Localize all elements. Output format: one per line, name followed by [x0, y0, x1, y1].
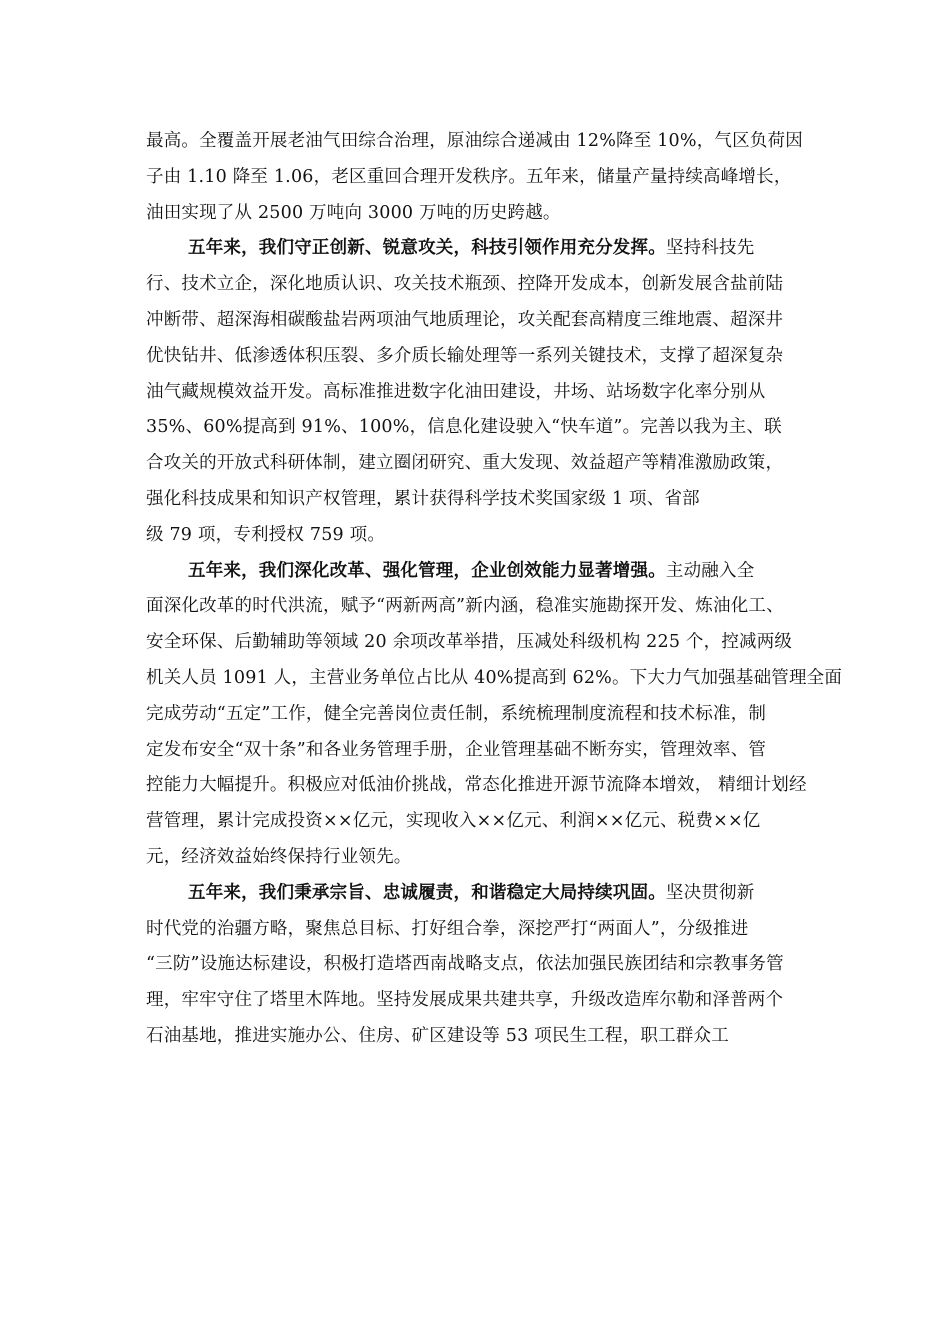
- line-text: 控能力大幅提升。积极应对低油价挑战，常态化推进开源节流降本增效， 精细计划经: [146, 775, 807, 796]
- document-body: [146, 124, 843, 1055]
- line-text: 强化科技成果和知识产权管理，累计获得科学技术奖国家级 1 项、省部: [146, 488, 700, 509]
- paragraph-start-line: [146, 231, 826, 267]
- line-text: 机关人员 1091 人，主营业务单位占比从 40%提高到 62%。下大力气加强基础管理全面: [146, 667, 843, 688]
- text-line: [146, 733, 826, 769]
- line-text: 面深化改革的时代洪流，赋予“两新两高”新内涵，稳准实施勘探开发、炼油化工、: [146, 596, 784, 617]
- text-line: [146, 697, 826, 733]
- text-line: [146, 983, 826, 1019]
- line-text: 安全环保、后勤辅助等领域 20 余项改革举措，压减处科级机构 225 个，控减两级: [146, 632, 793, 653]
- line-text: 子由 1.10 降至 1.06，老区重回合理开发秩序。五年来，储量产量持续高峰增长，: [146, 166, 792, 187]
- text-line: [146, 1019, 826, 1055]
- text-line: [146, 625, 826, 661]
- line-text: 合攻关的开放式科研体制，建立圈闭研究、重大发现、效益超产等精准激励政策，: [146, 453, 784, 474]
- text-line: [146, 375, 826, 411]
- line-text: 主动融入全: [665, 560, 755, 581]
- text-line: [146, 518, 826, 554]
- line-text: 坚决贯彻新: [665, 882, 755, 903]
- text-line: [146, 840, 826, 876]
- line-text: 元，经济效益始终保持行业领先。: [146, 846, 412, 867]
- line-text: 石油基地，推进实施办公、住房、矿区建设等 53 项民生工程，职工群众工: [146, 1025, 729, 1046]
- line-text: 最高。全覆盖开展老油气田综合治理，原油综合递减由 12%降至 10%，气区负荷因: [146, 131, 803, 151]
- line-text: 坚持科技先: [665, 238, 755, 259]
- paragraph-start-line: [146, 876, 826, 912]
- text-line: [146, 482, 826, 518]
- line-text: 行、技术立企，深化地质认识、攻关技术瓶颈、控降开发成本，创新发展含盐前陆: [146, 274, 784, 295]
- paragraph-start-line: [146, 554, 826, 590]
- text-line: [146, 267, 826, 303]
- line-text: 定发布安全“双十条”和各业务管理手册，企业管理基础不断夯实，管理效率、管: [146, 739, 767, 760]
- line-text: 35%、60%提高到 91%、100%，信息化建设驶入“快车道”。完善以我为主、联: [146, 417, 782, 438]
- text-line: [146, 804, 826, 840]
- text-line: [146, 339, 826, 375]
- text-line: [146, 912, 826, 948]
- text-line: [146, 589, 826, 625]
- paragraph-heading: 五年来，我们守正创新、锐意攻关，科技引领作用充分发挥。: [188, 238, 666, 259]
- text-line: [146, 446, 826, 482]
- paragraph-heading: 五年来，我们深化改革、强化管理，企业创效能力显著增强。: [188, 560, 666, 581]
- line-text: 营管理，累计完成投资××亿元，实现收入××亿元、利润××亿元、税费××亿: [146, 811, 761, 832]
- line-text: 优快钻井、低渗透体积压裂、多介质长输处理等一系列关键技术，支撑了超深复杂: [146, 345, 784, 366]
- line-text: 完成劳动“五定”工作，健全完善岗位责任制，系统梳理制度流程和技术标准，制: [146, 703, 767, 724]
- text-line: [146, 410, 826, 446]
- text-line: [146, 768, 826, 804]
- line-text: 时代党的治疆方略，聚焦总目标、打好组合拳，深挖严打“两面人”，分级推进: [146, 918, 749, 939]
- line-text: 级 79 项，专利授权 759 项。: [146, 524, 386, 545]
- line-text: 油气藏规模效益开发。高标准推进数字化油田建设，井场、站场数字化率分别从: [146, 381, 766, 402]
- line-text: 油田实现了从 2500 万吨向 3000 万吨的历史跨越。: [146, 202, 561, 223]
- text-line: [146, 303, 826, 339]
- paragraph-heading: 五年来，我们秉承宗旨、忠诚履责，和谐稳定大局持续巩固。: [188, 882, 666, 903]
- line-text: 理，牢牢守住了塔里木阵地。坚持发展成果共建共享，升级改造库尔勒和泽普两个: [146, 990, 784, 1011]
- line-text: “三防”设施达标建设，积极打造塔西南战略支点，依法加强民族团结和宗教事务管: [146, 954, 784, 975]
- text-line: [146, 947, 826, 983]
- text-line: [146, 124, 826, 160]
- text-line: [146, 196, 826, 232]
- line-text: 冲断带、超深海相碳酸盐岩两项油气地质理论，攻关配套高精度三维地震、超深井: [146, 309, 784, 330]
- text-line: [146, 160, 826, 196]
- text-line: [146, 661, 843, 697]
